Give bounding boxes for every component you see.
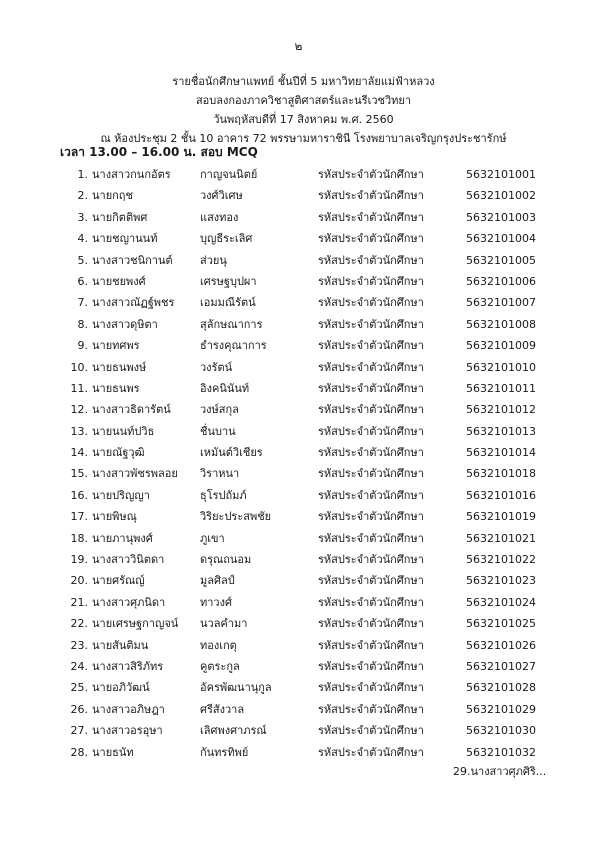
student-number: 6. [77,274,88,288]
student-surname: นวลคำมา [200,617,248,631]
student-id-label: รหัสประจำตัวนักศึกษา [318,574,424,588]
student-number: 16. [70,488,88,502]
student-name: นางสาวอรอุษา [92,724,163,738]
student-row [0,228,597,249]
student-row [0,699,597,720]
student-number: 1. [77,168,88,181]
student-row [0,207,597,228]
student-id-label: รหัสประจำตัวนักศึกษา [318,274,424,288]
student-name: นายกิตติพศ [92,210,148,224]
student-id: 5632101019 [466,510,536,524]
student-name: นายภานุพงศ์ [92,531,153,545]
student-number: 26. [70,702,88,716]
student-number: 25. [70,681,88,695]
student-name: นายชญานนท์ [92,232,158,246]
student-id: 5632101006 [466,274,536,288]
student-number: 3. [77,210,88,224]
student-name: นายทศพร [92,339,140,353]
header-title: รายชื่อนักศึกษาแพทย์ ชั้นปีที่ 5 มหาวิทยาลัยแม่ฟ้าหลวง [172,75,435,88]
student-row [0,613,597,634]
student-surname: อิงคนินันท์ [200,381,250,395]
student-row [0,592,597,613]
student-number: 11. [70,381,88,395]
student-number: 7. [77,296,88,310]
session-time: เวลา 13.00 – 16.00 น. สอบ MCQ [60,145,258,159]
student-row [0,442,597,463]
student-number: 17. [70,510,88,524]
header-venue: ณ ห้องประชุม 2 ชั้น 10 อาคาร 72 พรรษามหาราชินี โรงพยาบาลเจริญกรุงประชารักษ์ [100,132,507,145]
student-id: 5632101011 [466,381,536,395]
student-number: 15. [70,467,88,481]
student-row [0,485,597,506]
student-name: นางสาวธิดารัตน์ [92,403,171,417]
student-id: 5632101010 [466,360,536,374]
student-number: 5. [77,253,88,267]
student-id: 5632101021 [466,531,536,545]
student-id-label: รหัสประจำตัวนักศึกษา [318,317,424,331]
student-id-label: รหัสประจำตัวนักศึกษา [318,510,424,524]
document-header [60,72,547,148]
student-surname: กาญจนนิตย์ [200,168,258,181]
student-id-label: รหัสประจำตัวนักศึกษา [318,488,424,502]
student-id: 5632101016 [466,488,536,502]
student-id-label: รหัสประจำตัวนักศึกษา [318,253,424,267]
student-id: 5632101027 [466,659,536,673]
student-id-label: รหัสประจำตัวนักศึกษา [318,381,424,395]
student-surname: กันทรทิพย์ [200,745,249,759]
student-surname: ศรีสังวาล [200,702,245,716]
student-surname: ดรุณถนอม [200,553,252,567]
student-name: นายธนพร [92,381,140,395]
student-row [0,378,597,399]
student-id: 5632101013 [466,424,536,438]
student-id: 5632101001 [466,168,536,181]
student-row [0,335,597,356]
header-department: สอบลงกองภาควิชาสูติศาสตร์และนรีเวชวิทยา [195,94,412,107]
student-surname: ธุโรปถัมภ์ [200,488,247,502]
student-id: 5632101022 [466,553,536,567]
student-id-label: รหัสประจำตัวนักศึกษา [318,702,424,716]
student-name: นายปริญญา [92,488,150,502]
student-id: 5632101024 [466,595,536,609]
student-name: นายธนัท [92,745,134,759]
student-surname: วงรัตน์ [200,360,233,374]
student-surname: ธำรงคุณาการ [200,339,267,353]
student-row [0,421,597,442]
student-name: นายเศรษฐกาญจน์ [92,617,179,631]
header-date: วันพฤหัสบดีที่ 17 สิงหาคม พ.ศ. 2560 [213,113,394,126]
student-surname: คูตระกูล [200,659,240,673]
student-id-label: รหัสประจำตัวนักศึกษา [318,168,424,181]
student-row [0,570,597,591]
student-name: นางสาวศุภนิดา [92,595,166,609]
student-number: 21. [70,595,88,609]
student-surname: วงษ์สกุล [200,403,239,417]
student-row [0,271,597,292]
student-number: 22. [70,617,88,631]
student-row [0,720,597,741]
student-name: นายธนพงษ์ [92,360,147,374]
student-number: 14. [70,446,88,460]
student-name: นางสาวสิริภัทร [92,659,164,673]
student-surname: ทองเกตุ [200,638,237,652]
student-number: 27. [70,724,88,738]
student-id-label: รหัสประจำตัวนักศึกษา [318,339,424,353]
student-id: 5632101026 [466,638,536,652]
continuation-note: 29.นางสาวศุภศิริ... [453,765,547,778]
student-surname: ภูเขา [200,531,225,545]
student-id: 5632101005 [466,253,536,267]
student-number: 24. [70,659,88,673]
student-name: นางสาวณัฏฐ์พชร [92,296,175,310]
student-surname: วงศ์วิเศษ [200,189,243,203]
student-surname: ชื่นบาน [200,424,236,438]
student-number: 18. [70,531,88,545]
student-surname: มูลศิลป์ [200,574,235,588]
student-number: 2. [77,189,88,203]
student-id: 5632101008 [466,317,536,331]
student-name: นางสาวพัชรพลอย [92,467,178,481]
student-id-label: รหัสประจำตัวนักศึกษา [318,403,424,417]
student-number: 28. [70,745,88,759]
student-id-label: รหัสประจำตัวนักศึกษา [318,210,424,224]
student-id: 5632101028 [466,681,536,695]
student-surname: ส่วยนุ [200,253,227,267]
student-number: 13. [70,424,88,438]
student-surname: วิริยะประสพชัย [200,510,272,524]
student-id-label: รหัสประจำตัวนักศึกษา [318,724,424,738]
student-name: นายอภิวัฒน์ [92,681,150,695]
student-surname: เหมันต์วิเชียร [200,446,263,460]
student-row [0,292,597,313]
student-id-label: รหัสประจำตัวนักศึกษา [318,531,424,545]
student-name: นายกฤช [92,189,133,203]
student-surname: สุลักษณาการ [200,317,263,331]
student-name: นางสาวอภิษฎา [92,702,165,716]
student-row [0,250,597,271]
student-number: 8. [77,317,88,331]
student-row [0,506,597,527]
student-number: 4. [77,232,88,246]
student-id-label: รหัสประจำตัวนักศึกษา [318,189,424,203]
student-row [0,635,597,656]
student-row [0,185,597,206]
student-name: นายพิษณุ [92,510,137,524]
student-row [0,164,597,185]
student-number: 10. [70,360,88,374]
student-name: นางสาววินิตดา [92,553,165,567]
student-row [0,528,597,549]
student-row [0,677,597,698]
student-id: 5632101007 [466,296,536,310]
student-id: 5632101009 [466,339,536,353]
student-id-label: รหัสประจำตัวนักศึกษา [318,232,424,246]
student-number: 19. [70,553,88,567]
student-id: 5632101029 [466,702,536,716]
student-row [0,357,597,378]
student-id: 5632101030 [466,724,536,738]
student-row [0,656,597,677]
student-id: 5632101023 [466,574,536,588]
student-id: 5632101003 [466,210,536,224]
student-name: นางสาวกนกอัตร [92,168,171,181]
student-name: นายศรัณญ์ [92,574,145,588]
student-id-label: รหัสประจำตัวนักศึกษา [318,424,424,438]
page-number: ๒ [294,39,303,53]
student-name: นางสาวดุษิตา [92,317,158,331]
student-row [0,314,597,335]
student-id-label: รหัสประจำตัวนักศึกษา [318,467,424,481]
student-id: 5632101014 [466,446,536,460]
student-id: 5632101032 [466,745,536,759]
student-name: นายสันติมน [92,638,149,652]
student-id-label: รหัสประจำตัวนักศึกษา [318,659,424,673]
student-surname: ทาวงศ์ [200,595,232,609]
student-id-label: รหัสประจำตัวนักศึกษา [318,553,424,567]
student-row [0,742,597,763]
student-id-label: รหัสประจำตัวนักศึกษา [318,360,424,374]
student-number: 20. [70,574,88,588]
student-name: นายชยพงศ์ [92,274,146,288]
student-name: นางสาวชนิกานต์ [92,253,173,267]
student-id-label: รหัสประจำตัวนักศึกษา [318,681,424,695]
student-id-label: รหัสประจำตัวนักศึกษา [318,617,424,631]
student-row [0,463,597,484]
student-id-label: รหัสประจำตัวนักศึกษา [318,446,424,460]
student-surname: เลิศพงศาภรณ์ [200,724,267,738]
student-name: นายนนท์ปวิธ [92,424,155,438]
student-id-label: รหัสประจำตัวนักศึกษา [318,296,424,310]
student-id: 5632101012 [466,403,536,417]
student-surname: วิราหนา [200,467,240,481]
student-surname: อัครพัฒนานุกูล [200,681,272,695]
student-id-label: รหัสประจำตัวนักศึกษา [318,745,424,759]
student-number: 23. [70,638,88,652]
student-number: 9. [77,339,88,353]
student-name: นายณัฐวุฒิ [92,446,145,460]
student-id: 5632101002 [466,189,536,203]
student-number: 12. [70,403,88,417]
student-list [0,164,597,763]
student-id-label: รหัสประจำตัวนักศึกษา [318,595,424,609]
student-id: 5632101018 [466,467,536,481]
student-id: 5632101004 [466,232,536,246]
student-row [0,549,597,570]
student-surname: เอมมณีรัตน์ [200,296,256,310]
student-surname: บุญธีระเลิศ [200,232,253,246]
student-id-label: รหัสประจำตัวนักศึกษา [318,638,424,652]
student-surname: เศรษฐบุปผา [200,274,257,288]
student-id: 5632101025 [466,617,536,631]
student-surname: แสงทอง [200,210,239,224]
student-row [0,399,597,420]
